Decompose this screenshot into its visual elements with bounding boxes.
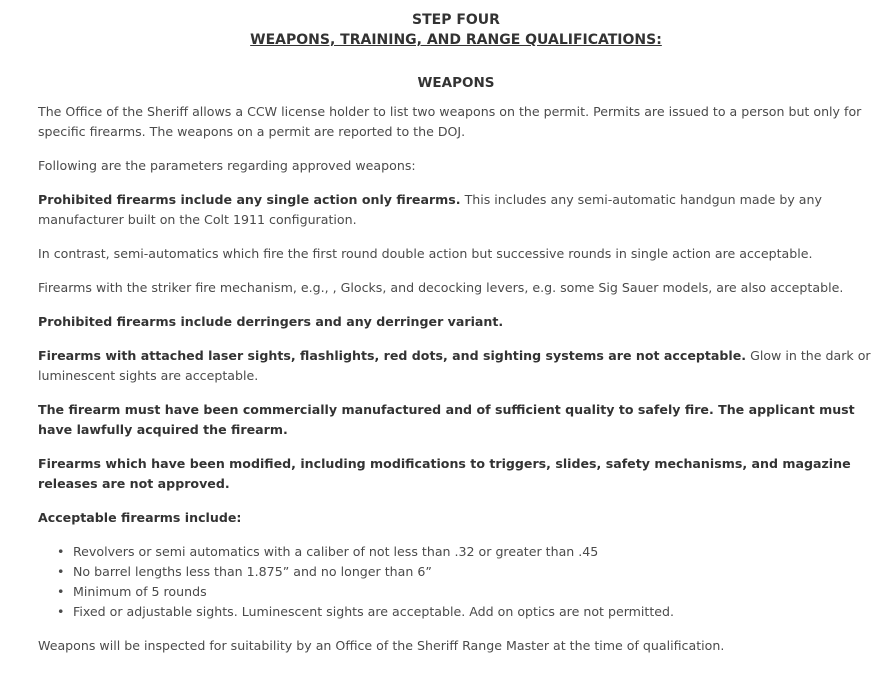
parameters-intro: Following are the parameters regarding approved weapons: bbox=[38, 158, 416, 173]
laser-bold: Firearms with attached laser sights, flashlights, red dots, and sighting systems are not acceptable. bbox=[38, 348, 747, 363]
laser-text: Glow in the dark or luminescent sights are acceptable. bbox=[38, 348, 871, 383]
acceptable-firearms-list bbox=[38, 542, 874, 622]
contrast-paragraph: In contrast, semi-automatics which fire the first round double action but successive rounds in single action are acceptable. bbox=[38, 246, 813, 261]
step-heading bbox=[0, 10, 893, 50]
prohibited-single-action-paragraph bbox=[38, 190, 874, 230]
section-title: WEAPONS bbox=[417, 75, 495, 91]
list-item: • No barrel lengths less than 1.875” and no longer than 6” bbox=[73, 562, 874, 582]
prohibited-single-action-text: This includes any semi-automatic handgun made by any manufacturer built on the Colt 1911 configuration. bbox=[38, 192, 822, 227]
modified-paragraph bbox=[38, 454, 874, 494]
acceptable-heading: Acceptable firearms include: bbox=[38, 510, 242, 525]
inspection-paragraph: Weapons will be inspected for suitability by an Office of the Sheriff Range Master at the time of qualification. bbox=[38, 638, 725, 653]
modified-bold: Firearms which have been modified, including modifications to triggers, slides, safety mechanisms, and magazine releases are not approved. bbox=[38, 456, 851, 491]
list-item: • Fixed or adjustable sights. Luminescent sights are acceptable. Add on optics are not permitted. bbox=[73, 602, 874, 622]
list-item: • Minimum of 5 rounds bbox=[73, 582, 874, 602]
derringers-paragraph bbox=[38, 312, 874, 332]
laser-paragraph bbox=[38, 346, 874, 386]
list-item: • Revolvers or semi automatics with a caliber of not less than .32 or greater than .45 bbox=[73, 542, 874, 562]
commercial-bold: The firearm must have been commercially manufactured and of sufficient quality to safely fire. The applicant must have lawfully acquired the firearm. bbox=[38, 402, 855, 437]
prohibited-single-action-bold: Prohibited firearms include any single action only firearms. bbox=[38, 192, 461, 207]
commercial-paragraph bbox=[38, 400, 874, 440]
derringers-bold: Prohibited firearms include derringers and any derringer variant. bbox=[38, 314, 504, 329]
step-subtitle: WEAPONS, TRAINING, AND RANGE QUALIFICATIONS: bbox=[250, 32, 662, 48]
weapons-content bbox=[38, 102, 874, 670]
step-title: STEP FOUR bbox=[412, 12, 500, 28]
acceptable-heading-paragraph bbox=[38, 508, 874, 528]
intro-paragraph: The Office of the Sheriff allows a CCW license holder to list two weapons on the permit. Permits are issued to a person but only for specific firearms. The weapons on a permit are reported to the DOJ. bbox=[38, 104, 862, 139]
striker-paragraph: Firearms with the striker fire mechanism, e.g., , Glocks, and decocking levers, e.g. some Sig Sauer models, are also acceptable. bbox=[38, 280, 844, 295]
